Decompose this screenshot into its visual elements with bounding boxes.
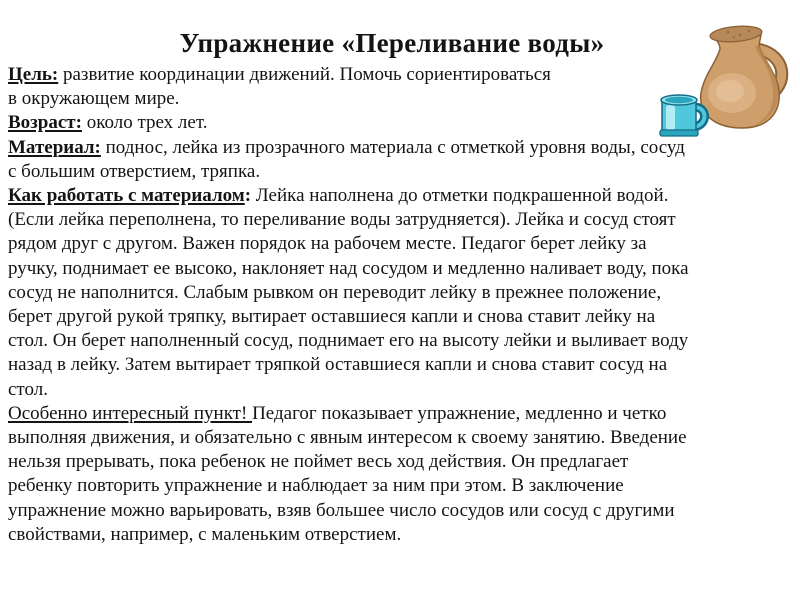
heading-run: Как работать с материалом <box>8 185 245 207</box>
text-line <box>8 402 798 426</box>
text-line <box>8 378 798 402</box>
heading-run: Материал: <box>8 136 101 158</box>
text-run: Лейка наполнена до отметки подкрашенной водой. <box>251 185 669 207</box>
text-run: стол. Он берет наполненный сосуд, поднимает его на высоту лейки и выливает воду <box>8 330 689 352</box>
heading-run: Возраст: <box>8 112 82 134</box>
text-run: ребенку повторить упражнение и наблюдает за ним при этом. В заключение <box>8 475 624 497</box>
text-run: поднос, лейка из прозрачного материала с отметкой уровня воды, сосуд <box>100 136 685 158</box>
heading-run: Особенно интересный пункт! <box>8 402 253 424</box>
text-run: рядом друг с другом. Важен порядок на рабочем месте. Педагог берет лейку за <box>8 233 647 255</box>
text-run: свойствами, например, с маленьким отверстием. <box>8 523 402 545</box>
heading-run: : <box>244 185 252 207</box>
text-run: около трех лет. <box>81 112 208 134</box>
text-run: назад в лейку. Затем вытирает тряпкой оставшиеся капли и снова ставит сосуд на <box>8 354 668 376</box>
text-line <box>8 257 798 281</box>
text-line <box>8 232 798 256</box>
text-run: сосуд не наполнится. Слабым рывком он переводит лейку в прежнее положение, <box>8 281 662 303</box>
text-line <box>8 353 798 377</box>
text-run: (Если лейка переполнена, то переливание воды затрудняется). Лейка и сосуд стоят <box>8 209 676 231</box>
text-run: в окружающем мире. <box>8 88 180 110</box>
pitcher-and-mug-illustration <box>648 15 798 140</box>
text-run: выполняя движения, и обязательно с явным интересом к своему занятию. Введение <box>8 427 687 449</box>
text-line <box>8 160 798 184</box>
text-line <box>8 281 798 305</box>
text-line <box>8 426 798 450</box>
text-line <box>8 450 798 474</box>
text-run: развитие координации движений. Помочь сориентироваться <box>58 64 551 85</box>
text-line <box>8 184 798 208</box>
text-line <box>8 305 798 329</box>
text-run: с большим отверстием, тряпка. <box>8 160 261 182</box>
text-line <box>8 499 798 523</box>
text-run: стол. <box>8 378 48 400</box>
text-run: упражнение можно варьировать, взяв большее число сосудов или сосуд с другими <box>8 499 675 521</box>
page-title: Упражнение «Переливание воды» <box>179 28 605 58</box>
text-run: нельзя прерывать, пока ребенок не поймет весь ход действия. Он предлагает <box>8 451 629 473</box>
text-line <box>8 208 798 232</box>
text-line <box>8 329 798 353</box>
mug-icon <box>660 95 705 136</box>
heading-run: Цель: <box>8 64 59 85</box>
text-run: Педагог показывает упражнение, медленно и четко <box>252 402 667 424</box>
text-run: берет другой рукой тряпку, вытирает оставшиеся капли и снова ставит лейку на <box>8 306 656 328</box>
text-line <box>8 523 798 547</box>
text-run: ручку, поднимает ее высоко, наклоняет над сосудом и медленно наливает воду, пока <box>8 257 689 279</box>
pitcher-icon <box>701 24 782 128</box>
text-line <box>8 474 798 498</box>
